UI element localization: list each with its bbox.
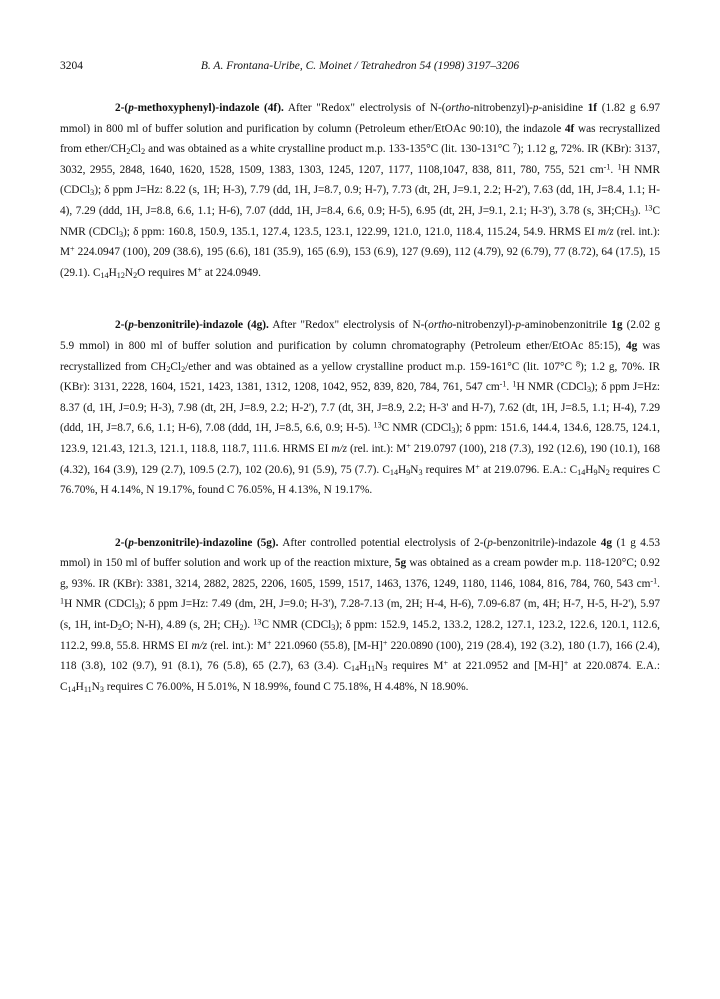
text-run: (rel. int.): M xyxy=(347,442,407,455)
text-run: 3 xyxy=(99,684,104,694)
text-run: 13 xyxy=(253,617,262,627)
text-run: + xyxy=(266,638,272,647)
text-run: C NMR (CDCl xyxy=(261,619,332,632)
text-run: 1 xyxy=(60,596,65,606)
compound-4g-paragraph xyxy=(60,315,660,500)
text-run: N xyxy=(597,463,606,476)
text-run: -benzonitrile)-indazole (4g). xyxy=(133,319,269,332)
text-run: 14 xyxy=(389,467,399,477)
text-run: . xyxy=(506,381,513,394)
text-run: 2-( xyxy=(115,536,129,549)
text-run: (2.02 g 5.9 mmol) in 800 ml of buffer solution and purification by column chromatography (Petroleum ether/EtOAc 85:15), xyxy=(60,319,660,352)
text-run: 11 xyxy=(83,684,92,694)
text-run: 12 xyxy=(116,270,125,280)
text-run: -1 xyxy=(650,576,658,586)
text-run: N xyxy=(375,660,384,673)
text-run: 2 xyxy=(605,467,610,477)
text-run: at 224.0949. xyxy=(201,266,261,279)
text-run: 2-( xyxy=(115,319,129,332)
text-run: 14 xyxy=(577,467,586,477)
text-run: 11 xyxy=(367,664,376,674)
text-run: Cl xyxy=(130,143,142,156)
text-run: 1 xyxy=(617,162,622,172)
text-run: p xyxy=(532,102,539,114)
text-run: 2 xyxy=(239,623,244,633)
text-run: 2 xyxy=(133,270,138,280)
page-number: 3204 xyxy=(60,60,83,72)
text-run: 2 xyxy=(181,364,186,374)
text-run: 7 xyxy=(512,141,517,151)
running-header xyxy=(60,60,660,76)
text-run: p xyxy=(128,536,134,549)
text-run: ortho xyxy=(428,319,453,332)
text-run: -1 xyxy=(603,162,611,172)
text-run: After "Redox" electrolysis of N-( xyxy=(268,319,429,332)
text-run: H NMR (CDCl xyxy=(60,163,660,197)
text-run: 3 xyxy=(586,385,591,395)
text-run: H xyxy=(108,266,117,279)
text-run: 4f xyxy=(564,122,575,135)
text-run: Cl xyxy=(170,360,182,373)
text-run: (1 g 4.53 mmol) in 150 ml of buffer solution and work up of the reaction mixture, xyxy=(60,536,661,570)
text-run: -benzonitrile)-indazoline (5g). xyxy=(133,536,279,549)
text-run: After "Redox" electrolysis of N-( xyxy=(283,102,446,114)
text-run: 220.0890 (100), 219 (28.4), 192 (3.2), 180 (1.7), 166 (2.4), 118 (3.8), 102 (9.7), 91 (8.1), 76 (5.8), 65 (2.7), 63 (3.4). C xyxy=(60,639,660,673)
text-run: p xyxy=(515,319,522,332)
text-run: was recrystallized from CH xyxy=(60,339,660,373)
text-run: + xyxy=(197,265,202,275)
text-run: -nitrobenzyl)- xyxy=(452,319,516,332)
text-run: and was obtained as a white crystalline product m.p. 133-135°C (lit. 130-131°C xyxy=(145,143,513,156)
text-run: m/z xyxy=(597,225,614,238)
text-run: . xyxy=(657,577,660,590)
text-run: . xyxy=(610,163,618,176)
text-run: ); δ ppm J=Hz: 8.22 (s, 1H; H-3), 7.79 (dd, 1H, J=8.7, 0.9; H-7), 7.73 (dt, 2H, J=9.1, 2.2; H-2'), 7.63 (dd, 1H, J=8.4, 1.1; H-4), 7.29 (ddd, 1H, J=8.8, 6.6, 1.1; H-6), 7.07 (ddd, 1H, J=8.4, 6.6, 0.9; H-5), 6.95 (dt, 2H, J=9.1, 2.1; H-3'), 3.78 (s, 3H;CH xyxy=(60,184,660,217)
text-run: (rel. int.): M xyxy=(207,639,267,652)
text-run: N xyxy=(410,463,419,476)
text-run: ); δ ppm J=Hz: 7.49 (dm, 2H, J=9.0; H-3'), 7.28-7.13 (m, 2H; H-4, H-6), 7.09-6.87 (m, 4H; H-7, H-5, H-2'), 5.97 (s, 1H, int-D xyxy=(60,598,660,632)
text-run: p xyxy=(128,102,134,114)
running-title: B. A. Frontana-Uribe, C. Moinet / Tetrahedron 54 (1998) 3197–3206 xyxy=(200,60,520,72)
text-run: ); δ ppm: 152.9, 145.2, 133.2, 128.2, 127.1, 123.2, 122.6, 120.1, 112.6, 112.2, 99.8, 55.8. HRMS EI xyxy=(60,619,660,652)
text-run: 224.0947 (100), 209 (38.6), 195 (6.6), 181 (35.9), 165 (6.9), 153 (6.9), 127 (9.69), 112 (4.79), 92 (6.79), 77 (8.72), 64 (17.5), 15 (29.1). C xyxy=(60,246,660,279)
text-run: ). xyxy=(243,619,254,632)
text-run: ); δ ppm J=Hz: 8.37 (d, 1H, J=0.9; H-3), 7.98 (dt, 2H, J=8.9, 2.2; H-2'), 7.7 (dt, 3H, J=8.9, 2.2; H-3' and H-7), 7.62 (dt, 1H, J=8.5, 1.1; H-4), 7.29 (ddd, 1H, J=8.7, 6.6, 1.1; H-6), 7.08 (ddd, 1H, J=8.5, 6.6, 0.9; H-5). xyxy=(60,381,660,435)
text-run: requires M xyxy=(387,660,444,673)
text-run: + xyxy=(382,638,388,647)
text-run: 9 xyxy=(593,467,598,477)
text-run: 3 xyxy=(451,426,456,436)
text-run: -anisidine xyxy=(538,102,588,114)
text-run: 3 xyxy=(383,664,388,674)
text-run: 3 xyxy=(630,209,635,218)
text-run: O; N-H), 4.89 (s, 2H; CH xyxy=(121,619,240,632)
text-run: -methoxyphenyl)-indazole (4f). xyxy=(133,102,284,114)
text-run: H xyxy=(585,463,594,476)
text-run: /ether and was obtained as a yellow crystalline product m.p. 159-161°C (lit. 107°C xyxy=(185,360,576,373)
text-run: 3 xyxy=(118,229,124,239)
text-run: C NMR (CDCl xyxy=(60,204,660,238)
text-run: + xyxy=(563,658,569,668)
text-run: 8 xyxy=(575,358,581,368)
text-run: ortho xyxy=(445,102,471,114)
text-run: N xyxy=(91,680,100,693)
text-run: 14 xyxy=(67,684,76,694)
text-run: 3 xyxy=(134,602,139,612)
text-run: 2-( xyxy=(115,102,129,114)
text-run: + xyxy=(475,461,480,471)
text-run: After controlled potential electrolysis of 2-( xyxy=(278,536,488,549)
text-run: 1f xyxy=(587,102,598,114)
text-run: 9 xyxy=(406,467,411,477)
text-run: 2 xyxy=(126,147,131,157)
text-run: -nitrobenzyl)- xyxy=(470,102,533,114)
text-run: 1 xyxy=(512,379,517,389)
text-run: C NMR (CDCl xyxy=(381,422,452,435)
text-run: m/z xyxy=(331,442,348,455)
text-run: ); δ ppm: 160.8, 150.9, 135.1, 127.4, 123.5, 123.1, 122.99, 121.0, 121.0, 118.4, 115.24, 54.9. HRMS EI xyxy=(123,225,598,238)
text-run: 14 xyxy=(351,664,360,674)
text-run: 5g xyxy=(394,557,407,570)
text-run: 4g xyxy=(625,339,638,352)
text-run: + xyxy=(70,244,75,254)
text-run: p xyxy=(128,319,134,332)
text-run: 2 xyxy=(166,364,171,374)
text-run: m/z xyxy=(191,639,208,652)
text-run: 13 xyxy=(373,420,382,430)
text-run: -1 xyxy=(499,379,507,389)
text-run: 221.0960 (55.8), [M-H] xyxy=(271,639,383,652)
text-run: 3 xyxy=(418,467,423,477)
text-run: at 220.0874. E.A.: C xyxy=(60,660,660,693)
text-run: requires C 76.00%, H 5.01%, N 18.99%, found C 75.18%, H 4.48%, N 18.90%. xyxy=(103,680,469,693)
text-run: H NMR (CDCl xyxy=(64,598,135,611)
text-run: 3 xyxy=(90,188,95,198)
text-run: H xyxy=(359,660,368,673)
compound-5g-paragraph xyxy=(60,533,660,698)
text-run: -aminobenzonitrile xyxy=(521,319,612,332)
text-run: N xyxy=(124,266,134,279)
compound-4f-paragraph xyxy=(60,98,660,283)
text-run: 2 xyxy=(117,623,122,633)
text-run: ); 1.2 g, 70%. IR (KBr): 3131, 2228, 1604, 1521, 1423, 1381, 1312, 1208, 1042, 952, 839, 820, 784, 761, 547 cm xyxy=(60,360,661,394)
text-run: was obtained as a cream powder m.p. 118-120°C; 0.92 g, 93%. IR (KBr): 3381, 3214, 2882, 2825, 2206, 1605, 1599, 1517, 1463, 1376, 1249, 1180, 1146, 1084, 816, 784, 760, 543 cm xyxy=(60,557,661,590)
text-run: (1.82 g 6.97 mmol) in 800 ml of buffer solution and purification by column (Petroleum ether/EtOAc 90:10), the indazole xyxy=(60,102,660,135)
text-run: 14 xyxy=(100,270,109,280)
text-run: was recrystallized from ether/CH xyxy=(60,122,660,156)
text-run: at 221.0952 and [M-H] xyxy=(448,660,564,673)
text-run: H xyxy=(75,680,84,693)
text-run: (rel. int.): M xyxy=(60,225,660,259)
text-run: ). xyxy=(634,204,645,217)
article-body xyxy=(60,98,660,729)
text-run: ); δ ppm: 151.6, 144.4, 134.6, 128.75, 124.1, 123.9, 121.43, 121.3, 121.1, 118.8, 118.7, 111.6. HRMS EI xyxy=(60,422,660,455)
text-run: H NMR (CDCl xyxy=(516,381,587,394)
text-run: ); 1.12 g, 72%. IR (KBr): 3137, 3032, 2955, 2848, 1640, 1620, 1528, 1509, 1383, 1303, 1245, 1207, 1177, 1108,1047, 838, 811, 780, 755, 521 cm xyxy=(60,143,660,176)
text-run: at 219.0796. E.A.: C xyxy=(479,463,578,476)
text-run: 1g xyxy=(611,319,623,332)
text-run: 13 xyxy=(644,203,653,213)
text-run: 3 xyxy=(331,623,336,633)
text-run: requires C 76.70%, H 4.14%, N 19.17%, found C 76.05%, H 4.13%, N 19.17%. xyxy=(60,463,660,497)
text-run: 4g xyxy=(600,536,613,549)
text-run: + xyxy=(443,658,449,668)
text-run: 219.0797 (100), 218 (7.3), 192 (12.6), 190 (10.1), 168 (4.32), 164 (3.9), 129 (2.7), 109.5 (2.7), 102 (20.6), 91 (5.9), 75 (7.7). C xyxy=(60,442,661,476)
text-run: -benzonitrile)-indazole xyxy=(492,536,601,549)
text-run: requires M xyxy=(422,463,476,476)
text-run: H xyxy=(398,463,407,476)
text-run: + xyxy=(406,441,411,451)
text-run: 2 xyxy=(141,147,146,157)
text-run: O requires M xyxy=(137,266,198,279)
text-run: p xyxy=(487,536,493,549)
